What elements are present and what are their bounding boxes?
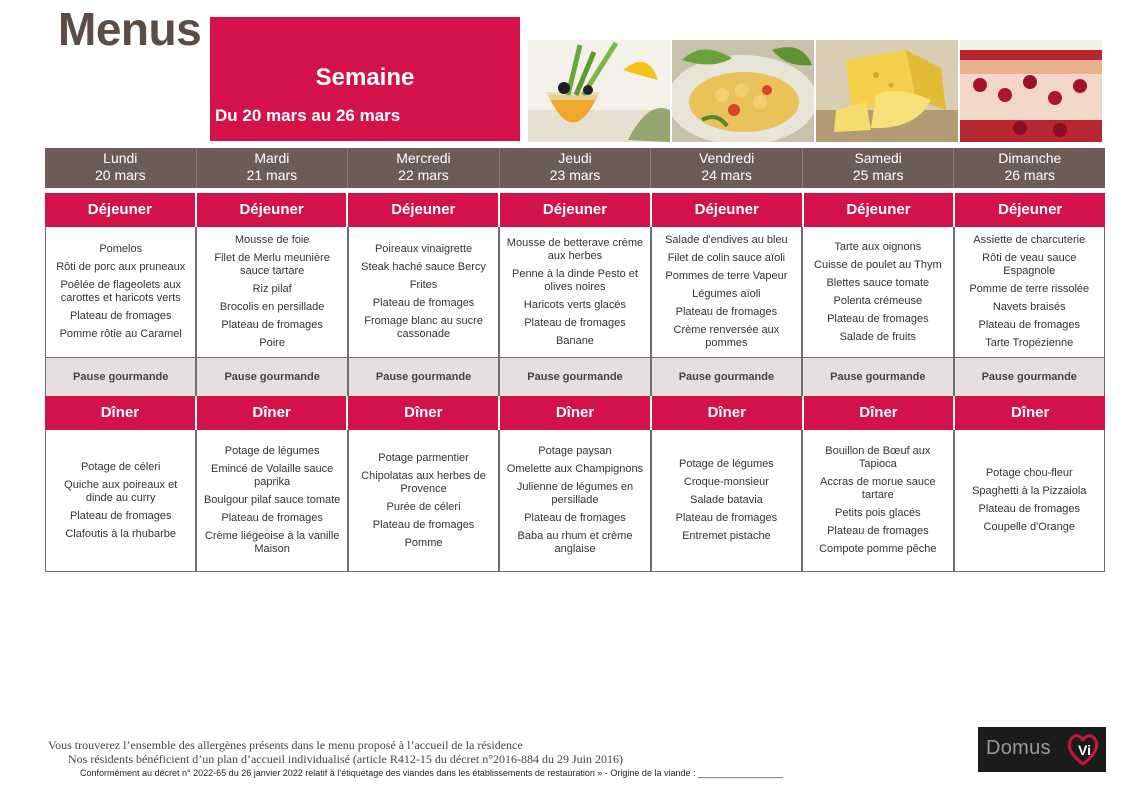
lunch-header-row bbox=[45, 193, 1105, 227]
dish-item: Compote pomme pêche bbox=[819, 543, 937, 555]
dish-item: Plateau de fromages bbox=[978, 319, 1080, 331]
dish-item: Coupelle d'Orange bbox=[983, 521, 1075, 533]
dish-item: Salade batavia bbox=[690, 494, 763, 506]
pasta-salad-icon bbox=[672, 40, 814, 142]
dish-item: Filet de Merlu meunière sauce tartare bbox=[214, 252, 330, 277]
dish-item: Navets braisés bbox=[992, 301, 1066, 313]
dish-item: Crème liégeoise à la vanille Maison bbox=[204, 530, 340, 555]
dish-item: Baba au rhum et crème anglaise bbox=[517, 530, 633, 555]
asparagus-verrine-icon bbox=[528, 40, 670, 142]
dish-item: Haricots verts glacés bbox=[523, 298, 627, 311]
dish-item: Pommes de terre Vapeur bbox=[665, 270, 788, 282]
lunch-menu-cell bbox=[197, 227, 348, 357]
dish-item: Plateau de fromages bbox=[827, 312, 929, 325]
day-header bbox=[197, 148, 349, 188]
dinner-label: Dîner bbox=[45, 396, 197, 430]
dinner-menu-cell bbox=[46, 430, 197, 571]
dish-item: Plateau de fromages bbox=[372, 518, 475, 531]
dish-item: Plateau de fromages bbox=[372, 297, 475, 309]
day-date: 21 mars bbox=[246, 167, 298, 183]
day-header-row bbox=[45, 148, 1105, 188]
dish-item: Plateau de fromages bbox=[221, 319, 323, 331]
pause-label: Pause gourmande bbox=[46, 358, 197, 396]
cherry-cake-icon bbox=[960, 40, 1102, 142]
dish-item: Petits pois glacés bbox=[835, 507, 921, 519]
dish-item: Potage chou-fleur bbox=[985, 467, 1073, 479]
dish-item: Potage de légumes bbox=[224, 445, 320, 457]
dish-item: Cuisse de poulet au Thym bbox=[814, 258, 942, 271]
dinner-header-row bbox=[45, 396, 1105, 430]
lunch-label: Déjeuner bbox=[197, 193, 349, 227]
domusvi-logo bbox=[978, 727, 1106, 772]
dish-item: Riz pilaf bbox=[252, 283, 292, 295]
dish-item: Assiette de charcuterie bbox=[973, 234, 1086, 246]
dinner-label: Dîner bbox=[348, 396, 500, 430]
dish-item: Potage de légumes bbox=[679, 458, 774, 470]
dish-item: Salade de fruits bbox=[839, 330, 917, 343]
day-name: Dimanche bbox=[998, 150, 1062, 166]
day-date: 25 mars bbox=[852, 167, 904, 183]
pause-label: Pause gourmande bbox=[197, 358, 348, 396]
dinner-menu-cell bbox=[652, 430, 803, 571]
dinner-menu-row bbox=[45, 430, 1105, 572]
lunch-menu-cell bbox=[500, 227, 651, 357]
lunch-menu-cell bbox=[955, 227, 1104, 357]
dish-item: Potage de céleri bbox=[80, 460, 161, 473]
dish-item: Filet de colin sauce aïoli bbox=[667, 252, 786, 264]
dish-item: Frites bbox=[409, 279, 438, 291]
dish-item: Plateau de fromages bbox=[827, 525, 929, 537]
logo-heart-icon bbox=[1066, 731, 1100, 767]
day-date: 22 mars bbox=[398, 167, 449, 183]
week-label: Semaine bbox=[315, 64, 415, 91]
date-range: Du 20 mars au 26 mars bbox=[215, 106, 401, 125]
pause-label: Pause gourmande bbox=[652, 358, 803, 396]
dinner-menu-cell bbox=[349, 430, 500, 571]
dish-item: Blettes sauce tomate bbox=[826, 276, 930, 289]
dish-item: Plateau de fromages bbox=[69, 509, 172, 522]
dish-item: Fromage blanc au sucre cassonade bbox=[364, 315, 483, 340]
dish-item: Quiche aux poireaux et dinde au curry bbox=[64, 478, 178, 504]
dish-item: Purée de céleri bbox=[386, 500, 461, 513]
dinner-label: Dîner bbox=[652, 396, 804, 430]
dish-item: Plateau de fromages bbox=[524, 316, 626, 329]
dish-item: Potage paysan bbox=[538, 445, 612, 457]
pause-label: Pause gourmande bbox=[500, 358, 651, 396]
day-name: Mardi bbox=[254, 150, 290, 166]
dish-item: Plateau de fromages bbox=[221, 512, 323, 524]
day-header bbox=[45, 148, 197, 188]
dinner-menu-cell bbox=[197, 430, 348, 571]
pause-label: Pause gourmande bbox=[349, 358, 500, 396]
dish-item: Mousse de foie bbox=[234, 234, 310, 246]
dish-item: Poire bbox=[259, 337, 285, 349]
lunch-label: Déjeuner bbox=[45, 193, 197, 227]
dish-item: Pomme rôtie au Caramel bbox=[59, 328, 182, 340]
lunch-menu-row bbox=[45, 227, 1105, 358]
day-header bbox=[803, 148, 955, 188]
dish-item: Poireaux vinaigrette bbox=[374, 243, 473, 255]
dish-item: Tarte aux oignons bbox=[834, 240, 922, 253]
dish-item: Bouillon de Bœuf aux Tapioca bbox=[825, 445, 931, 470]
dish-item: Polenta crémeuse bbox=[833, 294, 923, 307]
dish-item: Tarte Tropézienne bbox=[985, 337, 1074, 349]
dish-item: Plateau de fromages bbox=[524, 512, 626, 524]
lunch-label: Déjeuner bbox=[652, 193, 804, 227]
dish-item: Plateau de fromages bbox=[978, 503, 1080, 515]
dish-item: Plateau de fromages bbox=[69, 310, 172, 322]
dinner-label: Dîner bbox=[500, 396, 652, 430]
lunch-label: Déjeuner bbox=[348, 193, 500, 227]
dish-item: Banane bbox=[556, 334, 594, 347]
day-name: Jeudi bbox=[558, 150, 592, 166]
dish-item: Plateau de fromages bbox=[675, 512, 778, 524]
dish-item: Julienne de légumes en persillade bbox=[516, 481, 634, 506]
dinner-menu-cell bbox=[803, 430, 954, 571]
logo-text: Domus bbox=[986, 737, 1051, 759]
dish-item: Plateau de fromages bbox=[675, 306, 778, 318]
dish-item: Entremet pistache bbox=[682, 530, 771, 542]
dish-item: Rôti de veau sauce Espagnole bbox=[982, 252, 1077, 277]
dinner-menu-cell bbox=[500, 430, 651, 571]
day-date: 26 mars bbox=[1004, 167, 1056, 183]
dish-item: Poêlée de flageolets aux carottes et haricots verts bbox=[60, 279, 181, 304]
pause-label: Pause gourmande bbox=[803, 358, 954, 396]
dish-item: Penne à la dinde Pesto et olives noires bbox=[511, 267, 638, 293]
lunch-menu-cell bbox=[349, 227, 500, 357]
lunch-menu-cell bbox=[803, 227, 954, 357]
lunch-menu-cell bbox=[46, 227, 197, 357]
dish-item: Salade d'endives au bleu bbox=[665, 234, 788, 246]
day-header bbox=[500, 148, 652, 188]
lunch-label: Déjeuner bbox=[804, 193, 956, 227]
day-date: 20 mars bbox=[95, 167, 146, 183]
dish-item: Omelette aux Champignons bbox=[506, 463, 644, 475]
lunch-label: Déjeuner bbox=[998, 201, 1063, 218]
meat-origin-notice: Conformément au décret n° 2022-65 du 26 janvier 2022 relatif à l’étiquetage des viandes dans les établissements de restauration » - Origine de la viande : _________________ bbox=[80, 768, 784, 778]
dish-item: Pomelos bbox=[99, 243, 143, 255]
dish-item: Rôti de porc aux pruneaux bbox=[56, 261, 186, 273]
day-header bbox=[651, 148, 803, 188]
lunch-label: Déjeuner bbox=[500, 193, 652, 227]
dish-item: Spaghetti à la Pizzaiola bbox=[972, 485, 1087, 497]
day-name: Mercredi bbox=[396, 150, 451, 166]
pause-label: Pause gourmande bbox=[981, 371, 1077, 383]
dish-item: Clafoutis à la rhubarbe bbox=[65, 527, 177, 540]
dish-item: Potage parmentier bbox=[378, 451, 469, 464]
dinner-label: Dîner bbox=[1011, 404, 1050, 421]
dish-item: Accras de morue sauce tartare bbox=[820, 476, 936, 501]
pause-row bbox=[45, 358, 1105, 396]
dish-item: Pomme bbox=[404, 536, 443, 549]
day-name: Vendredi bbox=[698, 150, 755, 166]
page-title: Menus bbox=[58, 3, 202, 55]
day-date: 24 mars bbox=[701, 167, 752, 183]
dish-item: Steak haché sauce Bercy bbox=[361, 261, 486, 273]
dish-item: Boulgour pilaf sauce tomate bbox=[203, 494, 341, 506]
allergen-notice: Vous trouverez l’ensemble des allergènes présents dans le menu proposé à l’accueil de la résidence bbox=[48, 738, 523, 752]
day-header bbox=[954, 148, 1105, 188]
day-header bbox=[348, 148, 500, 188]
svg-text:Vi: Vi bbox=[1078, 742, 1091, 758]
day-name: Samedi bbox=[854, 150, 902, 166]
dinner-label: Dîner bbox=[197, 396, 349, 430]
week-banner bbox=[210, 17, 520, 141]
lunch-menu-cell bbox=[652, 227, 803, 357]
dinner-label: Dîner bbox=[804, 396, 956, 430]
dish-item: Chipolatas aux herbes de Provence bbox=[361, 469, 486, 495]
day-name: Lundi bbox=[103, 150, 138, 166]
dish-item: Légumes aïoli bbox=[692, 288, 761, 300]
dish-item: Mousse de betterave crème aux herbes bbox=[506, 236, 644, 262]
day-date: 23 mars bbox=[549, 167, 601, 183]
cheese-icon bbox=[816, 40, 958, 142]
dish-item: Brocolis en persillade bbox=[219, 301, 325, 313]
dish-item: Pomme de terre rissolée bbox=[969, 283, 1090, 295]
dish-item: Crème renversée aux pommes bbox=[673, 324, 780, 349]
dish-item: Emincé de Volaille sauce paprika bbox=[210, 463, 334, 488]
welcome-plan-notice: Nos résidents bénéficient d’un plan d’accueil individualisé (article R412-15 du décret n°2016-884 du 29 Juin 2016) bbox=[68, 752, 623, 766]
dinner-menu-cell bbox=[955, 430, 1104, 571]
dish-item: Croque-monsieur bbox=[683, 476, 769, 488]
